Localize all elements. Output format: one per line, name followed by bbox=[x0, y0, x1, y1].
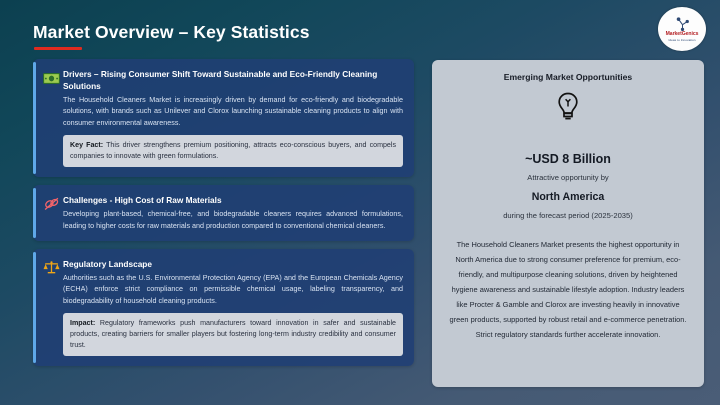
page-title: Market Overview – Key Statistics bbox=[33, 22, 310, 42]
opportunity-description: The Household Cleaners Market presents the highest opportunity in North America due to strong consumer preference for premium, eco-friendly, and multipurpose cleaning solutions, driven by heightened hygiene awareness and sustainable lifestyle adoption. Industry leaders like Procter & Gamble and Clorox are investing heavily in innovative green products, supported by robust retail and e-commerce penetration. Strict regulatory standards further accelerate innovation. bbox=[449, 240, 687, 340]
opportunity-value: ~USD 8 Billion bbox=[525, 152, 611, 166]
balance-scale-icon bbox=[43, 260, 60, 276]
title-underline-accent bbox=[34, 47, 82, 50]
card-title: Challenges - High Cost of Raw Materials bbox=[63, 195, 222, 206]
logo-tagline: Ideas to Innovation bbox=[668, 37, 696, 42]
card-body: Authorities such as the U.S. Environmental Protection Agency (EPA) and the European Chemicals Agency (ECHA) enforce strict compliance on permissible chemical usage, labeling transparency, and biodegradability of household cleaning products. bbox=[63, 272, 403, 305]
card-callout bbox=[63, 135, 403, 167]
card-callout bbox=[63, 313, 403, 356]
lightbulb-icon bbox=[556, 92, 580, 122]
card-body: The Household Cleaners Market is increasingly driven by demand for eco-friendly and biodegradable solutions, with brands such as Unilever and Clorox launching sustainable cleaning products to align with consumer environmental awareness. bbox=[63, 95, 403, 127]
brand-logo bbox=[658, 7, 706, 51]
card-title: Drivers – Rising Consumer Shift Toward Sustainable and Eco-Friendly Cleaning Solutions bbox=[63, 69, 378, 92]
callout-text: Regulatory frameworks push manufacturers toward innovation in safer and sustainable products, creating barriers for smaller players but fostering long-term industry credibility and consumer trust. bbox=[70, 319, 396, 349]
panel-title: Emerging Market Opportunities bbox=[503, 72, 633, 82]
opportunity-period: during the forecast period (2025-2035) bbox=[503, 211, 633, 220]
card-regulatory[interactable] bbox=[33, 249, 414, 366]
insight-card-list bbox=[33, 59, 414, 374]
money-banknote-icon bbox=[43, 70, 60, 86]
callout-text: This driver strengthens premium positioning, attracts eco-conscious buyers, and compels companies to innovate with green formulations. bbox=[70, 141, 396, 161]
callout-label: Impact: bbox=[70, 319, 96, 328]
emerging-opportunities-panel bbox=[432, 60, 704, 387]
card-drivers[interactable] bbox=[33, 59, 414, 177]
card-challenges[interactable] bbox=[33, 185, 414, 241]
network-node-logo-icon bbox=[673, 16, 692, 31]
broken-link-icon bbox=[43, 196, 60, 212]
logo-name: MarketGenics bbox=[665, 31, 699, 38]
card-body: Developing plant-based, chemical-free, and biodegradable cleaners requires advanced formulations, leading to higher costs for raw materials and production compared to conventional chemical cleaners. bbox=[63, 209, 403, 230]
opportunity-region: North America bbox=[531, 191, 605, 203]
callout-label: Key Fact: bbox=[70, 141, 104, 150]
card-title: Regulatory Landscape bbox=[63, 258, 152, 269]
opportunity-subtitle: Attractive opportunity by bbox=[527, 173, 609, 182]
